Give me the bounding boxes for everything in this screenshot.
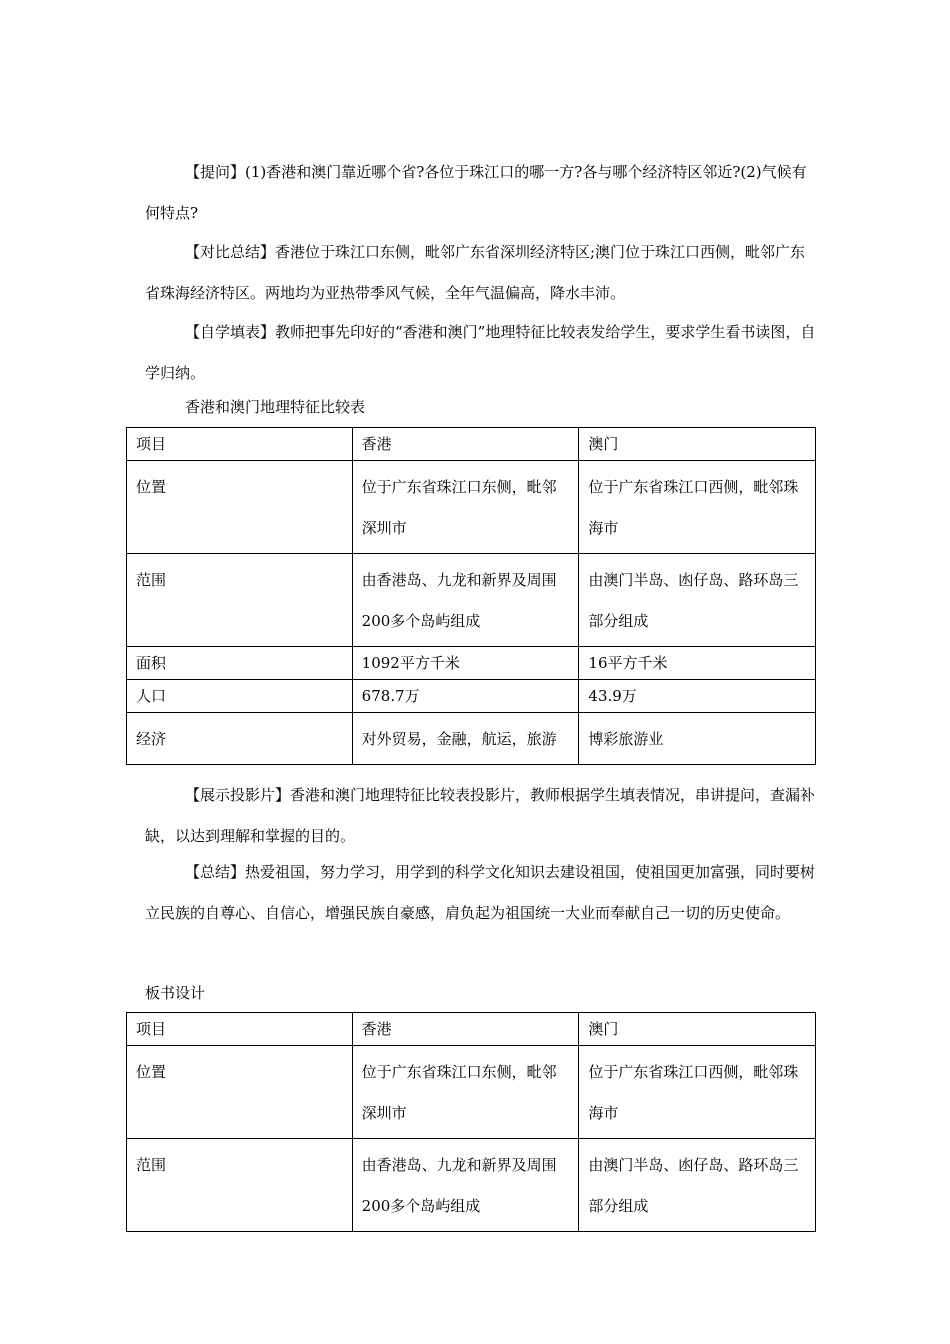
comparison-table	[126, 427, 816, 765]
table-cell: 位置	[127, 1046, 353, 1139]
table-cell: 位置	[127, 461, 353, 554]
header-cell: 澳门	[579, 428, 816, 461]
header-cell: 香港	[352, 428, 579, 461]
table-cell: 范围	[127, 1139, 353, 1232]
table-cell: 位于广东省珠江口东侧，毗邻深圳市	[352, 461, 579, 554]
conclusion-paragraph: 【总结】热爱祖国，努力学习，用学到的科学文化知识去建设祖国，使祖国更加富强，同时要树立民族的自尊心、自信心，增强民族自豪感，肩负起为祖国统一大业而奉献自己一切的历史使命。	[145, 863, 816, 922]
table-header-row	[127, 428, 816, 461]
self-study-paragraph: 【自学填表】教师把事先印好的“香港和澳门”地理特征比较表发给学生，要求学生看书读图，自学归纳。	[145, 323, 816, 382]
table-row	[127, 1139, 816, 1232]
table-header-row	[127, 1013, 816, 1046]
summary-paragraph: 【对比总结】香港位于珠江口东侧，毗邻广东省深圳经济特区;澳门位于珠江口西侧，毗邻广东省珠海经济特区。两地均为亚热带季风气候，全年气温偏高，降水丰沛。	[145, 243, 806, 302]
table-caption: 香港和澳门地理特征比较表	[185, 398, 366, 416]
header-cell: 项目	[127, 428, 353, 461]
table-cell: 678.7万	[352, 680, 579, 713]
table-cell: 由香港岛、九龙和新界及周围200多个岛屿组成	[352, 1139, 579, 1232]
table-cell: 43.9万	[579, 680, 816, 713]
header-cell: 澳门	[579, 1013, 816, 1046]
table-cell: 位于广东省珠江口西侧，毗邻珠海市	[579, 1046, 816, 1139]
table-cell: 对外贸易，金融，航运，旅游	[352, 713, 579, 765]
table-row	[127, 461, 816, 554]
board-table	[126, 1012, 816, 1232]
table-cell: 范围	[127, 554, 353, 647]
table-cell: 博彩旅游业	[579, 713, 816, 765]
table-cell: 由澳门半岛、凼仔岛、路环岛三部分组成	[579, 554, 816, 647]
table-cell: 由香港岛、九龙和新界及周围200多个岛屿组成	[352, 554, 579, 647]
table-row	[127, 680, 816, 713]
board-design-heading: 板书设计	[145, 984, 206, 1002]
header-cell: 香港	[352, 1013, 579, 1046]
question-paragraph: 【提问】(1)香港和澳门靠近哪个省?各位于珠江口的哪一方?各与哪个经济特区邻近?(2)气候有何特点?	[145, 163, 807, 222]
table-row	[127, 647, 816, 680]
table-row	[127, 713, 816, 765]
header-cell: 项目	[127, 1013, 353, 1046]
table-row	[127, 554, 816, 647]
table-cell: 位于广东省珠江口东侧，毗邻深圳市	[352, 1046, 579, 1139]
table-cell: 由澳门半岛、凼仔岛、路环岛三部分组成	[579, 1139, 816, 1232]
table-cell: 面积	[127, 647, 353, 680]
table-cell: 人口	[127, 680, 353, 713]
table-cell: 位于广东省珠江口西侧，毗邻珠海市	[579, 461, 816, 554]
table-cell: 16平方千米	[579, 647, 816, 680]
table-cell: 1092平方千米	[352, 647, 579, 680]
table-row	[127, 1046, 816, 1139]
show-slides-paragraph: 【展示投影片】香港和澳门地理特征比较表投影片，教师根据学生填表情况，串讲提问，查漏补缺，以达到理解和掌握的目的。	[145, 786, 816, 845]
table-cell: 经济	[127, 713, 353, 765]
